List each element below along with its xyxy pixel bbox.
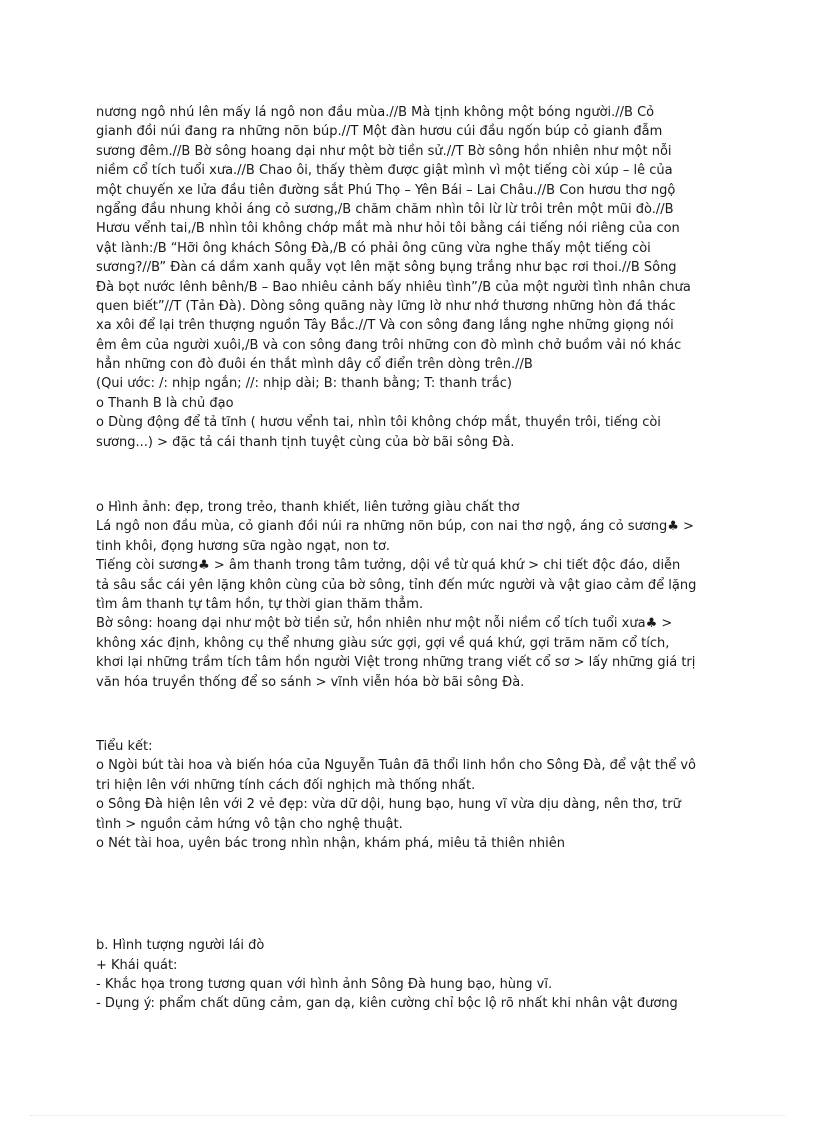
paragraph-boatman — [96, 936, 736, 1014]
text-line: quen biết”//T (Tản Đà). Dòng sông quãng này lững lờ như nhớ thương những hòn đá thác — [96, 298, 676, 314]
bullet-item: o Sông Đà hiện lên với 2 vẻ đẹp: vừa dữ dội, hung bạo, hung vĩ vừa dịu dàng, nên thơ, trữ — [96, 797, 681, 813]
bullet-item: - Dụng ý: phẩm chất dũng cảm, gan dạ, kiên cường chỉ bộc lộ rõ nhất khi nhân vật đương — [96, 996, 678, 1012]
spacer — [96, 692, 736, 737]
page-bottom-divider — [30, 1115, 786, 1116]
paragraph-summary — [96, 737, 736, 853]
text-line: văn hóa truyền thống để so sánh > vĩnh viễn hóa bờ bãi sông Đà. — [96, 674, 525, 690]
text-line: sương...) > đặc tả cái thanh tịnh tuyệt cùng của bờ bãi sông Đà. — [96, 434, 515, 450]
text-line: vật lành:/B “Hỡi ông khách Sông Đà,/B có phải ông cũng vừa nghe thấy một tiếng còi — [96, 240, 651, 256]
section-heading: b. Hình tượng người lái đò — [96, 938, 265, 954]
text-line: gianh đồi núi đang ra những nõn búp.//T Một đàn hươu cúi đầu ngốn búp cỏ gianh đẫm — [96, 124, 663, 140]
text-line: tìm âm thanh tự tâm hồn, tự thời gian thăm thẳm. — [96, 596, 424, 612]
text-line: Hươu vểnh tai,/B nhìn tôi không chớp mắt mà như hỏi tôi bằng cái tiếng nói riêng của con — [96, 221, 680, 237]
text-line: tinh khôi, đọng hương sữa ngào ngạt, non tơ. — [96, 538, 391, 554]
bullet-item: o Nét tài hoa, uyên bác trong nhìn nhận, khám phá, miêu tả thiên nhiên — [96, 835, 565, 851]
text-line: khơi lại những trầm tích tâm hồn người Việt trong những trang viết cổ sơ > lấy những giá trị — [96, 655, 696, 671]
rhythm-legend: (Qui ước: /: nhịp ngắn; //: nhịp dài; B: thanh bằng; T: thanh trắc) — [96, 376, 512, 392]
text-line: sương?//B” Đàn cá dầm xanh quẫy vọt lên mặt sông bụng trắng như bạc rơi thoi.//B Sông — [96, 260, 677, 276]
text-line: Đà bọt nước lênh bênh/B – Bao nhiêu cảnh bấy nhiêu tình”/B của một người tình nhân chưa — [96, 279, 691, 295]
bullet-item: o Ngòi bút tài hoa và biến hóa của Nguyễn Tuân đã thổi linh hồn cho Sông Đà, để vật thể vô — [96, 758, 696, 774]
paragraph-analysis-excerpt — [96, 103, 736, 452]
spacer — [96, 452, 736, 498]
text-line: Bờ sông: hoang dại như một bờ tiền sử, hồn nhiên như một nỗi niềm cổ tích tuổi xưa♣ > — [96, 616, 673, 632]
text-line: sương đêm.//B Bờ sông hoang dại như một bờ tiền sử.//T Bờ sông hồn nhiên như một nỗi — [96, 143, 672, 159]
text-line: một chuyến xe lửa đầu tiên đường sắt Phú Thọ – Yên Bái – Lai Châu.//B Con hươu thơ ngộ — [96, 182, 676, 198]
bullet-item: o Dùng động để tả tĩnh ( hươu vểnh tai, nhìn tôi không chớp mắt, thuyền trôi, tiếng còi — [96, 415, 661, 431]
bullet-item: - Khắc họa trong tương quan với hình ảnh Sông Đà hung bạo, hùng vĩ. — [96, 977, 553, 993]
bullet-item: + Khái quát: — [96, 957, 178, 973]
text-line: tình > nguồn cảm hứng vô tận cho nghệ thuật. — [96, 816, 403, 832]
bullet-item: o Hình ảnh: đẹp, trong trẻo, thanh khiết, liên tưởng giàu chất thơ — [96, 500, 520, 516]
text-line: Tiếng còi sương♣ > âm thanh trong tâm tưởng, dội về từ quá khứ > chi tiết độc đáo, diễn — [96, 558, 681, 574]
text-line: tả sâu sắc cái yên lặng khôn cùng của bờ sông, tỉnh đến mức người và vật giao cảm để lặng — [96, 577, 697, 593]
text-line: ngẩng đầu nhung khỏi áng cỏ sương,/B chăm chăm nhìn tôi lừ lừ trôi trên một mũi đò.//B — [96, 201, 674, 217]
text-line: tri hiện lên với những tính cách đối nghịch mà thống nhất. — [96, 777, 476, 793]
section-heading: Tiểu kết: — [96, 738, 153, 754]
text-line: Lá ngô non đầu mùa, cỏ gianh đồi núi ra những nõn búp, con nai thơ ngộ, áng cỏ sương♣ > — [96, 519, 694, 535]
bullet-item: o Thanh B là chủ đạo — [96, 395, 234, 411]
document-page — [96, 103, 736, 1014]
text-line: không xác định, không cụ thể nhưng giàu sức gợi, gợi về quá khứ, gợi trăm năm cổ tích, — [96, 635, 670, 651]
text-line: niềm cổ tích tuổi xưa.//B Chao ôi, thấy thèm được giật mình vì một tiếng còi xúp – lê của — [96, 163, 673, 179]
text-line: nương ngô nhú lên mấy lá ngô non đầu mùa.//B Mà tịnh không một bóng người.//B Cỏ — [96, 105, 655, 120]
paragraph-imagery — [96, 498, 736, 692]
text-line: hẳn những con đò đuôi én thắt mình dây cổ điển trên dòng trên.//B — [96, 357, 533, 373]
text-line: xa xôi để lại trên thượng nguồn Tây Bắc.//T Và con sông đang lắng nghe những giọng nói — [96, 318, 674, 334]
spacer — [96, 853, 736, 936]
text-line: êm êm của người xuôi,/B và con sông đang trôi những con đò mình chở buồm vải nó khác — [96, 337, 682, 353]
